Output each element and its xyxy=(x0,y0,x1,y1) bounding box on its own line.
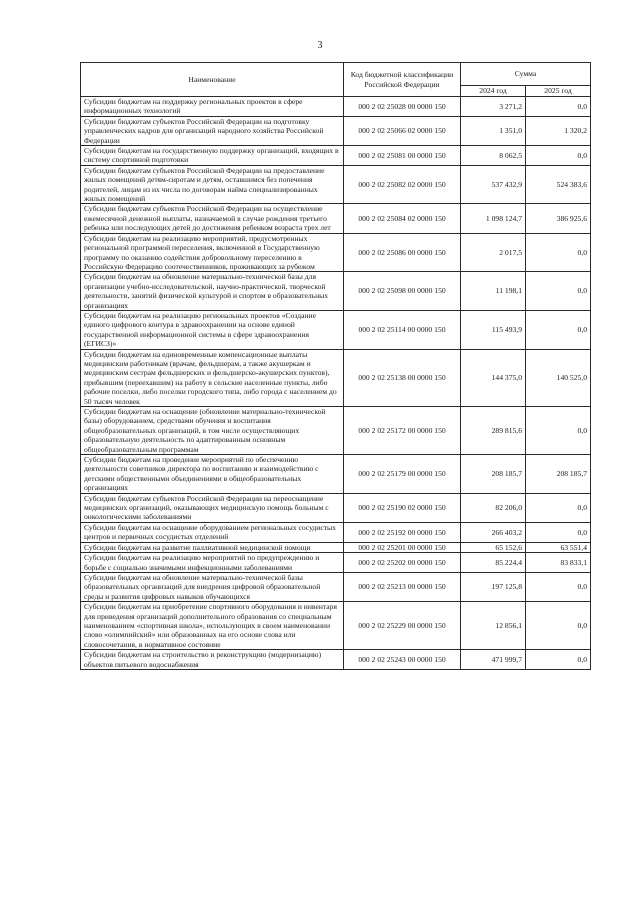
row-value-2025: 0,0 xyxy=(526,572,591,601)
row-value-2025: 0,0 xyxy=(526,146,591,166)
row-value-2024: 3 271,2 xyxy=(461,97,526,117)
row-name: Субсидии бюджетам на приобретение спортивного оборудования и инвентаря для приведения организаций дополнительного образования со специальным наименованием «спортивная школа», использующих в своем наименовании слово «олимпийский» или образованных на его основе слова или словосочетания, в нормативное состояние xyxy=(81,602,344,650)
table-row xyxy=(81,233,591,272)
row-value-2024: 85 224,4 xyxy=(461,553,526,573)
table-row xyxy=(81,272,591,311)
row-value-2025: 0,0 xyxy=(526,272,591,311)
row-value-2025: 83 833,1 xyxy=(526,553,591,573)
row-value-2025: 386 925,6 xyxy=(526,204,591,233)
row-value-2025: 63 551,4 xyxy=(526,542,591,552)
row-name: Субсидии бюджетам на обновление материально-технической базы для организации учебно-исследовательской, научно-практической, творческой деятельности, занятий физической культурой и спортом в образовательных организациях xyxy=(81,272,344,311)
row-name: Субсидии бюджетам субъектов Российской Федерации на предоставление жилых помещений детям-сиротам и детям, оставшимся без попечения родителей, лицам из их числа по договорам найма специализированных жилых помещений xyxy=(81,165,344,204)
table-row xyxy=(81,97,591,117)
table-row xyxy=(81,407,591,455)
table-row xyxy=(81,455,591,494)
row-code: 000 2 02 25172 00 0000 150 xyxy=(344,407,461,455)
row-code: 000 2 02 25028 00 0000 150 xyxy=(344,97,461,117)
row-value-2025: 0,0 xyxy=(526,602,591,650)
table-row xyxy=(81,542,591,552)
table-row xyxy=(81,146,591,166)
row-code: 000 2 02 25082 02 0000 150 xyxy=(344,165,461,204)
row-value-2025: 0,0 xyxy=(526,233,591,272)
row-name: Субсидии бюджетам на поддержку региональных проектов в сфере информационных технологий xyxy=(81,97,344,117)
row-value-2024: 82 206,0 xyxy=(461,493,526,522)
header-year-2024: 2024 год xyxy=(461,86,526,97)
row-value-2025: 0,0 xyxy=(526,522,591,542)
row-code: 000 2 02 25201 00 0000 150 xyxy=(344,542,461,552)
row-value-2025: 0,0 xyxy=(526,650,591,670)
row-value-2024: 8 062,5 xyxy=(461,146,526,166)
row-code: 000 2 02 25192 00 0000 150 xyxy=(344,522,461,542)
table-row xyxy=(81,572,591,601)
row-value-2024: 1 098 124,7 xyxy=(461,204,526,233)
row-name: Субсидии бюджетам на оснащение оборудованием региональных сосудистых центров и первичных сосудистых отделений xyxy=(81,522,344,542)
row-name: Субсидии бюджетам на проведение мероприятий по обеспечению деятельности советников директора по воспитанию и взаимодействию с детскими общественными объединениями в общеобразовательных организациях xyxy=(81,455,344,494)
row-value-2024: 115 493,9 xyxy=(461,310,526,349)
row-name: Субсидии бюджетам субъектов Российской Федерации на переоснащение медицинских организаций, оказывающих медицинскую помощь больным с онкологическими заболеваниями xyxy=(81,493,344,522)
row-value-2024: 144 375,0 xyxy=(461,349,526,406)
row-name: Субсидии бюджетам на оснащение (обновление материально-технической базы) оборудованием, средствами обучения и воспитания общеобразовательных организаций, в том числе осуществляющих образовательную деятельность по адаптированным основным общеобразовательным программам xyxy=(81,407,344,455)
table-row xyxy=(81,349,591,406)
row-value-2024: 2 017,5 xyxy=(461,233,526,272)
row-name: Субсидии бюджетам на реализацию региональных проектов «Создание единого цифрового контура в здравоохранении на основе единой государственной информационной системы в сфере здравоохранения (ЕГИСЗ)» xyxy=(81,310,344,349)
row-name: Субсидии бюджетам на реализацию мероприятий, предусмотренных региональной программой переселения, включенной в Государственную программу по оказанию содействия добровольному переселению в Российскую Федерацию соотечественников, проживающих за рубежом xyxy=(81,233,344,272)
budget-table xyxy=(80,62,591,670)
row-code: 000 2 02 25066 02 0000 150 xyxy=(344,116,461,145)
row-value-2025: 524 383,6 xyxy=(526,165,591,204)
row-value-2024: 289 815,6 xyxy=(461,407,526,455)
table-row xyxy=(81,522,591,542)
row-name: Субсидии бюджетам на государственную поддержку организаций, входящих в систему спортивной подготовки xyxy=(81,146,344,166)
row-code: 000 2 02 25229 00 0000 150 xyxy=(344,602,461,650)
row-name: Субсидии бюджетам на обновление материально-технической базы образовательных организаций для внедрения цифровой образовательной среды и развития цифровых навыков обучающихся xyxy=(81,572,344,601)
row-value-2024: 12 856,1 xyxy=(461,602,526,650)
row-name: Субсидии бюджетам на строительство и реконструкцию (модернизацию) объектов питьевого водоснабжения xyxy=(81,650,344,670)
row-code: 000 2 02 25098 00 0000 150 xyxy=(344,272,461,311)
row-value-2025: 0,0 xyxy=(526,407,591,455)
row-value-2024: 11 198,1 xyxy=(461,272,526,311)
row-code: 000 2 02 25202 00 0000 150 xyxy=(344,553,461,573)
table-row xyxy=(81,204,591,233)
row-name: Субсидии бюджетам субъектов Российской Федерации на осуществление ежемесячной денежной выплаты, назначаемой в случае рождения третьего ребенка или последующих детей до достижения ребенком возраста трех лет xyxy=(81,204,344,233)
table-row xyxy=(81,165,591,204)
row-value-2025: 208 185,7 xyxy=(526,455,591,494)
row-value-2024: 1 351,0 xyxy=(461,116,526,145)
table-row xyxy=(81,602,591,650)
row-value-2025: 140 525,0 xyxy=(526,349,591,406)
row-value-2024: 65 152,6 xyxy=(461,542,526,552)
page-number: 3 xyxy=(317,40,323,51)
row-value-2024: 471 999,7 xyxy=(461,650,526,670)
table-row xyxy=(81,650,591,670)
row-value-2024: 208 185,7 xyxy=(461,455,526,494)
row-code: 000 2 02 25138 00 0000 150 xyxy=(344,349,461,406)
table-row xyxy=(81,310,591,349)
header-code: Код бюджетной классификации Российской Федерации xyxy=(344,63,461,97)
row-code: 000 2 02 25213 00 0000 150 xyxy=(344,572,461,601)
row-name: Субсидии бюджетам на единовременные компенсационные выплаты медицинским работникам (врачам, фельдшерам, а также акушеркам и медицинским сестрам фельдшерских и фельдшерско-акушерских пунктов), прибывшим (переехавшим) на работу в сельские населенные пункты, либо рабочие поселки, либо поселки городского типа, либо города с населением до 50 тысяч человек xyxy=(81,349,344,406)
header-name: Наименование xyxy=(81,63,344,97)
row-code: 000 2 02 25086 00 0000 150 xyxy=(344,233,461,272)
row-code: 000 2 02 25243 00 0000 150 xyxy=(344,650,461,670)
row-value-2025: 0,0 xyxy=(526,310,591,349)
row-value-2025: 1 320,2 xyxy=(526,116,591,145)
row-code: 000 2 02 25114 00 0000 150 xyxy=(344,310,461,349)
row-name: Субсидии бюджетам на развитие паллиативной медицинской помощи xyxy=(81,542,344,552)
header-year-2025: 2025 год xyxy=(526,86,591,97)
row-value-2024: 197 125,8 xyxy=(461,572,526,601)
row-value-2025: 0,0 xyxy=(526,97,591,117)
row-value-2024: 537 432,9 xyxy=(461,165,526,204)
table-row xyxy=(81,493,591,522)
row-code: 000 2 02 25084 02 0000 150 xyxy=(344,204,461,233)
row-name: Субсидии бюджетам субъектов Российской Федерации на подготовку управленческих кадров для организаций народного хозяйства Российской Федерации xyxy=(81,116,344,145)
table-row xyxy=(81,116,591,145)
row-code: 000 2 02 25190 02 0000 150 xyxy=(344,493,461,522)
row-value-2024: 266 403,2 xyxy=(461,522,526,542)
row-value-2025: 0,0 xyxy=(526,493,591,522)
row-code: 000 2 02 25179 00 0000 150 xyxy=(344,455,461,494)
table-row xyxy=(81,553,591,573)
header-sum: Сумма xyxy=(461,63,591,86)
row-name: Субсидии бюджетам на реализацию мероприятий по предупреждению и борьбе с социально значимыми инфекционными заболеваниями xyxy=(81,553,344,573)
row-code: 000 2 02 25081 00 0000 150 xyxy=(344,146,461,166)
